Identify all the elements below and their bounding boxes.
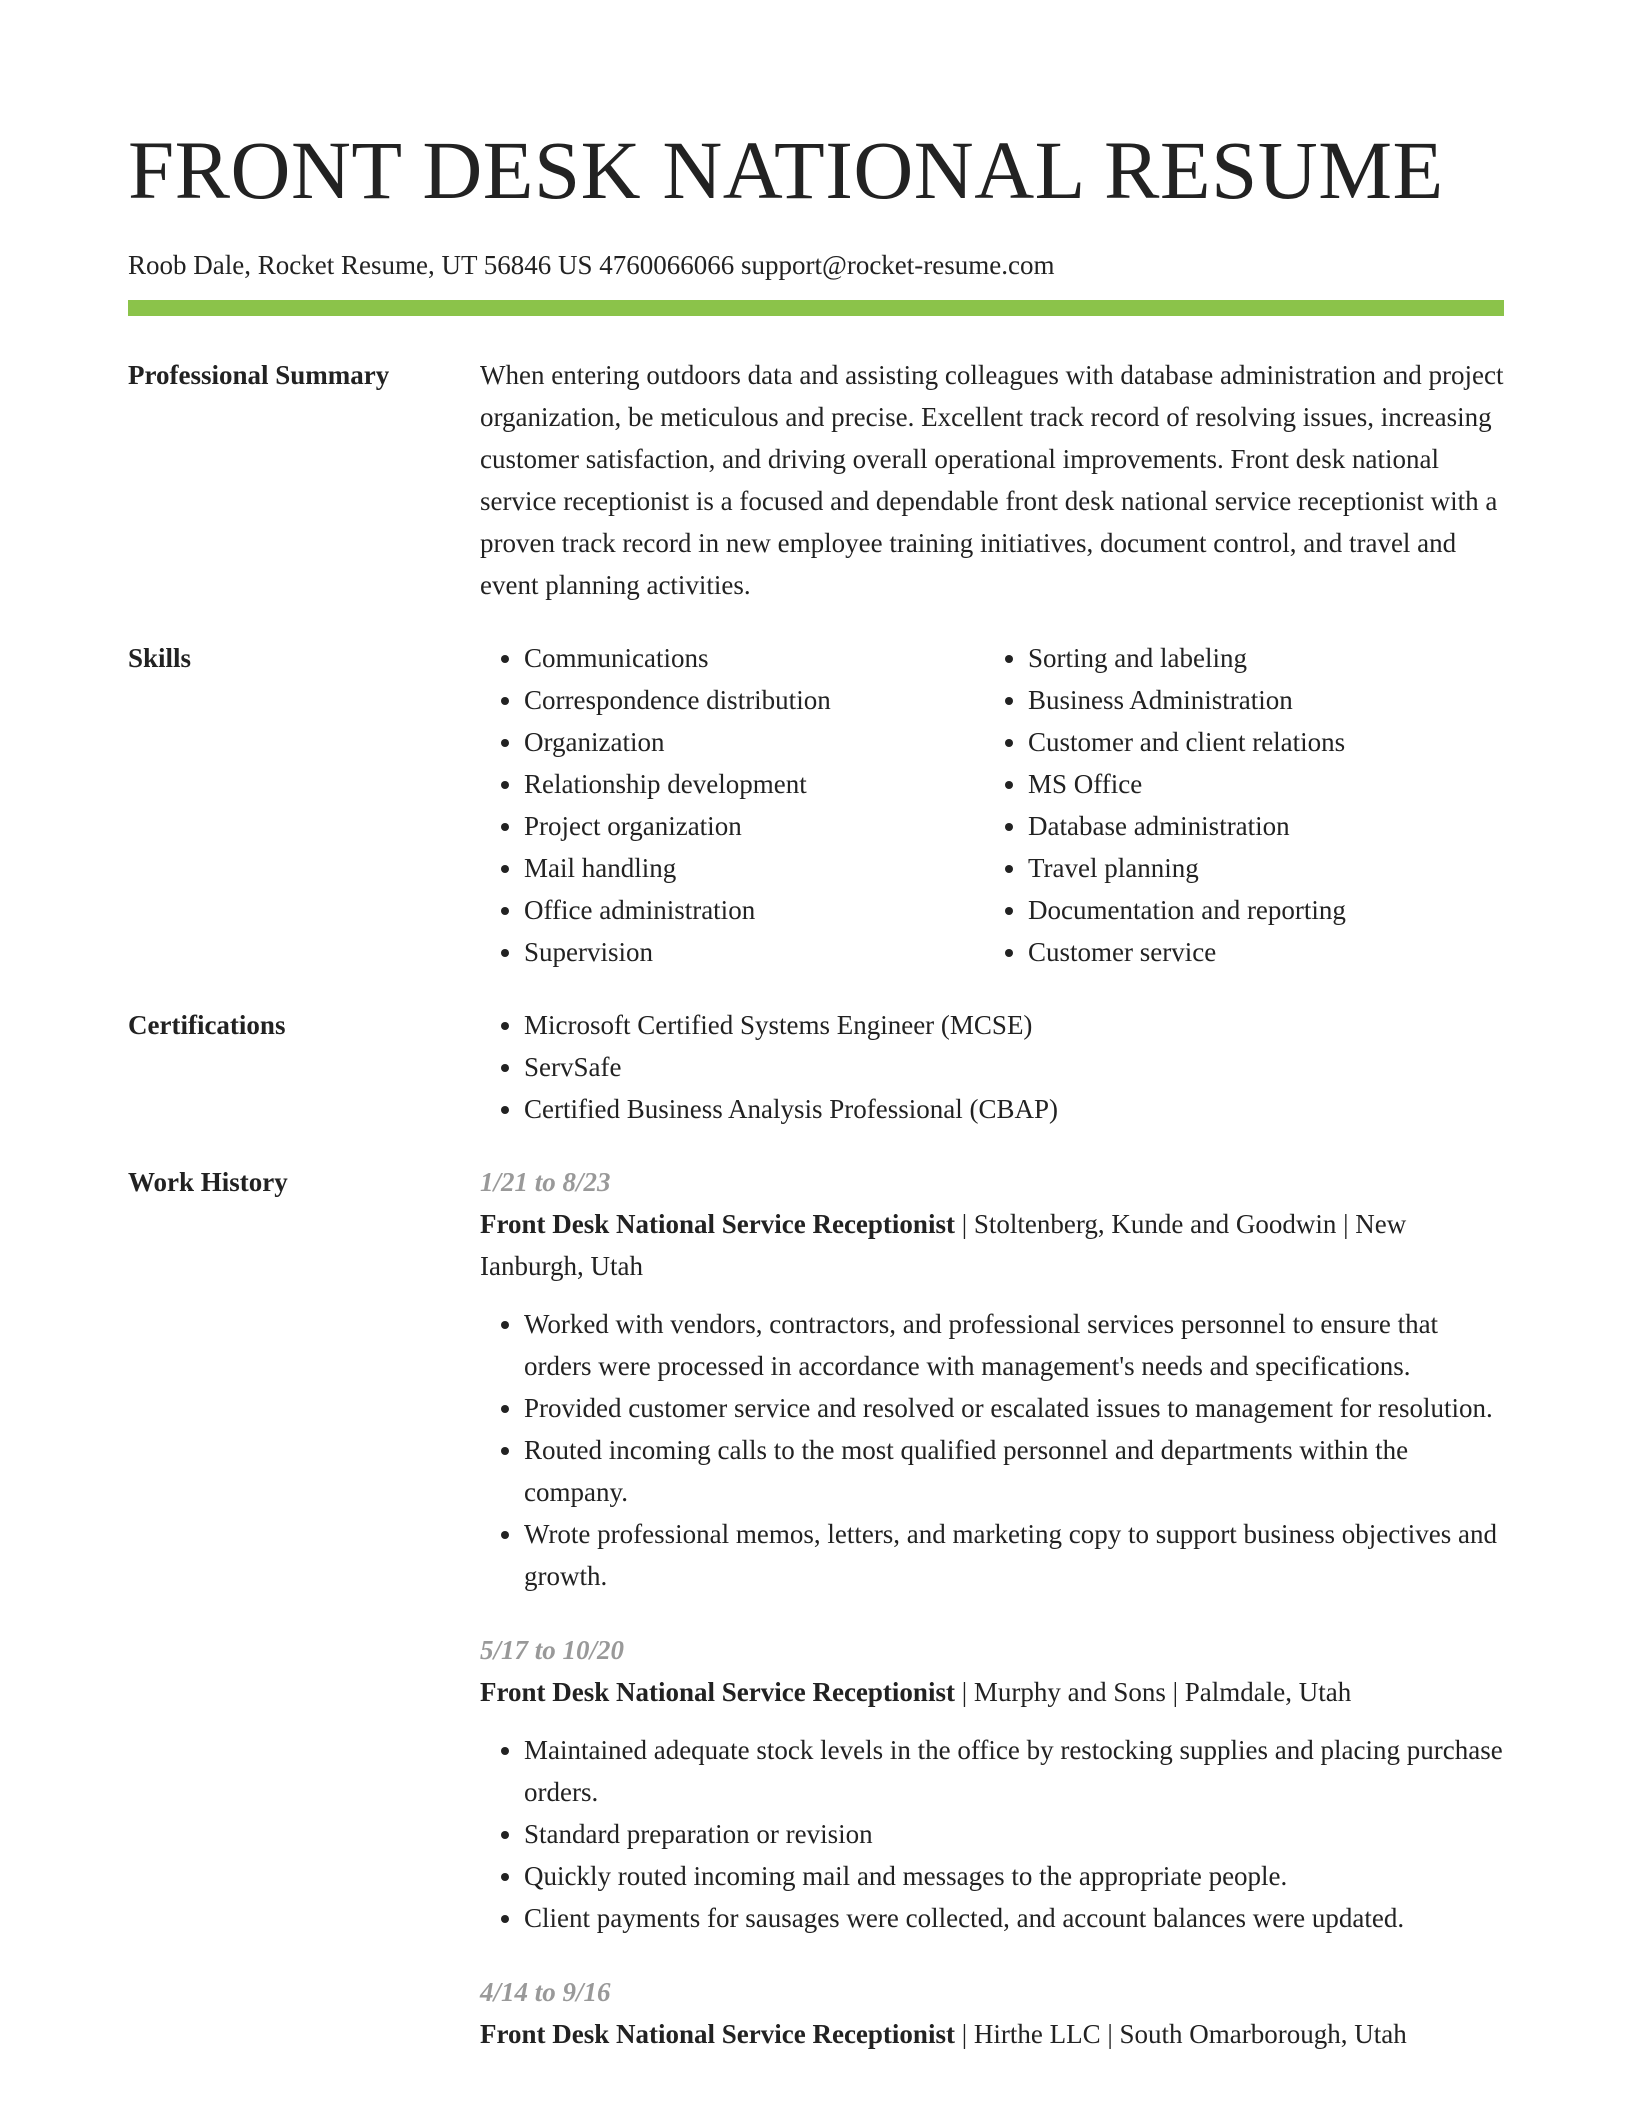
job-heading (480, 1671, 1504, 1713)
job-bullet-list (480, 1303, 1504, 1597)
job-title: Front Desk National Service Receptionist (480, 1677, 955, 1707)
job-dates: 1/21 to 8/23 (480, 1167, 611, 1197)
job-heading (480, 2013, 1504, 2055)
job-entry (480, 1971, 1504, 2055)
job-bullet: • Standard preparation or revision (524, 1813, 1504, 1855)
skill-item: • Customer service (1028, 931, 1488, 973)
skill-item: • Project organization (524, 805, 984, 847)
certification-item: • Microsoft Certified Systems Engineer (MCSE) (524, 1004, 1504, 1046)
resume-title: FRONT DESK NATIONAL RESUME (128, 124, 1444, 216)
skills-list-right (984, 637, 1488, 973)
certifications-list (480, 1004, 1504, 1130)
work-history-section (128, 1161, 1504, 2087)
summary-text: When entering outdoors data and assisting colleagues with database administration and project organization, be meticulous and precise. Excellent track record of resolving issues, increasing customer satisfaction, and driving overall operational improvements. Front desk national service receptionist is a focused and dependable front desk national service receptionist with a proven track record in new employee training initiatives, document control, and travel and event planning activities. (480, 360, 1504, 600)
job-title: Front Desk National Service Receptionist (480, 1209, 955, 1239)
job-bullet: • Worked with vendors, contractors, and professional services personnel to ensure that orders were processed in accordance with management's needs and specifications. (524, 1303, 1504, 1387)
skill-item: • Organization (524, 721, 984, 763)
skill-item: • Relationship development (524, 763, 984, 805)
job-employer-location: | Stoltenberg, Kunde and Goodwin | New Ianburgh, Utah (480, 1209, 1407, 1281)
skill-item: • Correspondence distribution (524, 679, 984, 721)
skill-item: • Sorting and labeling (1028, 637, 1488, 679)
summary-section (128, 354, 1504, 606)
job-bullet-list (480, 1729, 1504, 1939)
section-label-summary: Professional Summary (128, 360, 390, 390)
section-label-work-history: Work History (128, 1167, 288, 1197)
accent-divider (128, 300, 1504, 316)
skills-list-left (480, 637, 984, 973)
job-bullet: • Maintained adequate stock levels in the office by restocking supplies and placing purchase orders. (524, 1729, 1504, 1813)
certification-item: • Certified Business Analysis Professional (CBAP) (524, 1088, 1504, 1130)
job-dates: 5/17 to 10/20 (480, 1635, 625, 1665)
job-bullet: • Wrote professional memos, letters, and marketing copy to support business objectives and growth. (524, 1513, 1504, 1597)
skills-section (128, 637, 1504, 973)
section-label-certifications: Certifications (128, 1010, 286, 1040)
skill-item: • Communications (524, 637, 984, 679)
skill-item: • Documentation and reporting (1028, 889, 1488, 931)
job-entry (480, 1629, 1504, 1939)
job-title: Front Desk National Service Receptionist (480, 2019, 955, 2049)
certification-item: • ServSafe (524, 1046, 1504, 1088)
job-bullet: • Routed incoming calls to the most qualified personnel and departments within the company. (524, 1429, 1504, 1513)
skill-item: • Business Administration (1028, 679, 1488, 721)
job-dates: 4/14 to 9/16 (480, 1977, 611, 2007)
skill-item: • Customer and client relations (1028, 721, 1488, 763)
certifications-section (128, 1004, 1504, 1130)
contact-line: Roob Dale, Rocket Resume, UT 56846 US 4760066066 support@rocket-resume.com (128, 250, 1055, 280)
skill-item: • Supervision (524, 931, 984, 973)
job-entry (480, 1161, 1504, 1597)
job-heading (480, 1203, 1504, 1287)
job-employer-location: | Hirthe LLC | South Omarborough, Utah (954, 2019, 1407, 2049)
job-bullet: • Provided customer service and resolved or escalated issues to management for resolution. (524, 1387, 1504, 1429)
job-bullet: • Client payments for sausages were collected, and account balances were updated. (524, 1897, 1504, 1939)
skill-item: • Database administration (1028, 805, 1488, 847)
skill-item: • MS Office (1028, 763, 1488, 805)
skill-item: • Travel planning (1028, 847, 1488, 889)
job-bullet: • Quickly routed incoming mail and messages to the appropriate people. (524, 1855, 1504, 1897)
section-label-skills: Skills (128, 643, 192, 673)
skill-item: • Office administration (524, 889, 984, 931)
job-employer-location: | Murphy and Sons | Palmdale, Utah (954, 1677, 1352, 1707)
resume-page (128, 120, 1504, 2087)
skill-item: • Mail handling (524, 847, 984, 889)
